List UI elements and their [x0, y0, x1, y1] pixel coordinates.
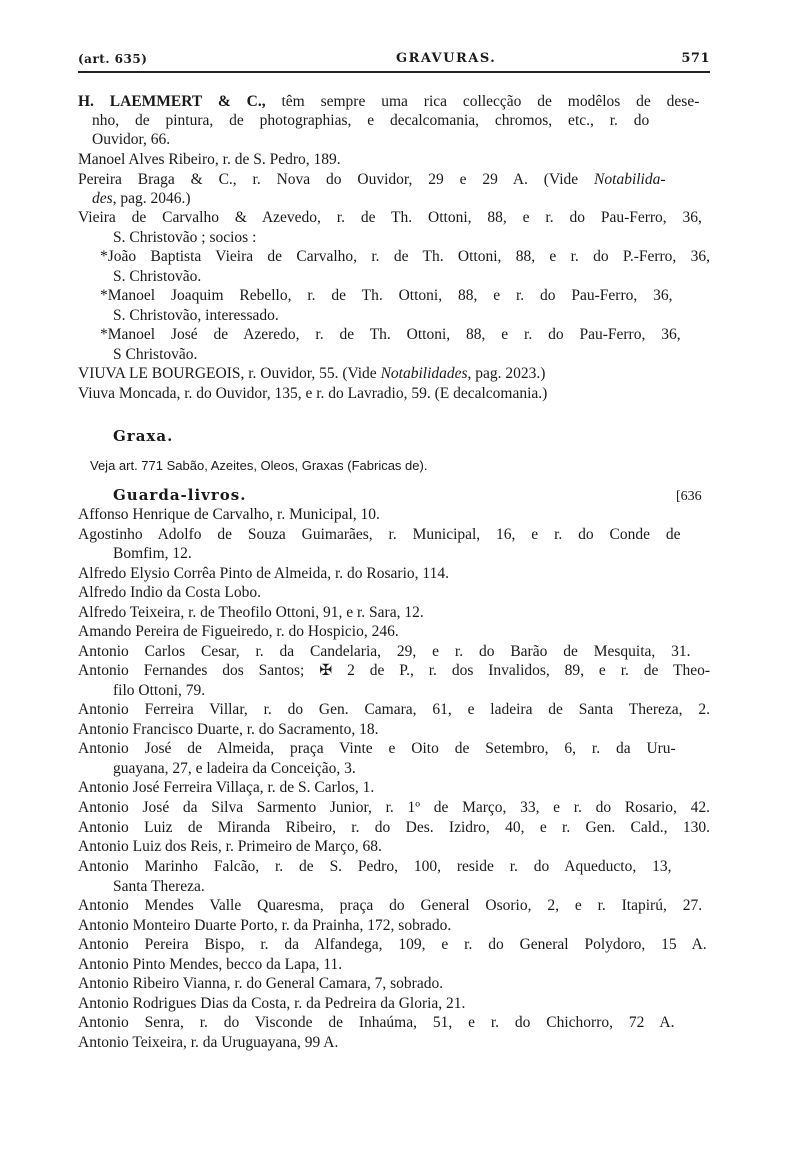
entries2-text-t: Antonio Ferreira Villar, r. do Gen. Camara, 61, e ladeira de Santa Thereza, 2. — [78, 701, 710, 718]
entries2-line — [78, 622, 399, 641]
entries2-line — [78, 505, 380, 524]
entries2-text-t: Antonio Francisco Duarte, r. do Sacramento, 18. — [78, 721, 379, 738]
cross-reference-note: Veja art. 771 Sabão, Azeites, Oleos, Graxas (Fabricas de). — [90, 458, 428, 473]
entries2-text-t: guayana, 27, e ladeira da Conceição, 3. — [113, 760, 356, 777]
entries1-line — [78, 150, 341, 169]
entries1-text-t: Pereira Braga & C., r. Nova do Ouvidor, 29 e 29 A. (Vide — [78, 171, 595, 188]
entries2-line — [78, 935, 707, 954]
entries1-line — [113, 345, 197, 364]
entries1-text-t: Viuva Moncada, r. do Ouvidor, 135, e r. do Lavradio, 59. (E decalcomania.) — [78, 385, 548, 402]
entries1-text-t: S. Christovão, interessado. — [113, 307, 279, 324]
entries2-line — [78, 955, 342, 974]
entries1-line — [113, 228, 256, 247]
entries1-line — [78, 208, 702, 227]
entries1-line — [78, 170, 666, 189]
section-heading-graxa: Graxa. — [113, 427, 174, 445]
entries2-line — [78, 798, 710, 817]
entries1-text-t: Vieira de Carvalho & Azevedo, r. de Th. Ottoni, 88, e r. do Pau-Ferro, 36, — [78, 209, 702, 226]
entries2-text-t: Antonio José da Silva Sarmento Junior, r. 1º de Março, 33, e r. do Rosario, 42. — [78, 799, 710, 816]
entries1-line — [100, 325, 681, 344]
entries2-line — [78, 720, 378, 739]
entries2-text-t: Antonio Luiz dos Reis, r. Primeiro de Março, 68. — [78, 838, 382, 855]
entries2-text-t: Antonio Senra, r. do Visconde de Inhaúma, 51, e r. do Chichorro, 72 A. — [78, 1014, 675, 1031]
entries2-text-t: filo Ottoni, 79. — [113, 682, 206, 699]
entries2-line — [78, 1033, 338, 1052]
entries2-line — [113, 877, 205, 896]
entries1-text-t: *Manoel José de Azeredo, r. de Th. Ottoni, 88, e r. do Pau-Ferro, 36, — [100, 326, 681, 343]
entries2-text-t: Alfredo Elysio Corrêa Pinto de Almeida, r. do Rosario, 114. — [78, 565, 449, 582]
entries1-text-t: Manoel Alves Ribeiro, r. de S. Pedro, 189. — [78, 151, 341, 168]
entries1-text-t2: , pag. 2023.) — [467, 365, 546, 382]
entries2-line — [78, 857, 671, 876]
article-range: (art. 635) — [78, 52, 148, 66]
entries1-text-t: S. Christovão ; socios : — [113, 229, 257, 246]
entries2-line — [78, 739, 676, 758]
entries2-text-t: Antonio José Ferreira Villaça, r. de S. Carlos, 1. — [78, 779, 375, 796]
entries2-text-t: Antonio Pinto Mendes, becco da Lapa, 11. — [78, 956, 343, 973]
entries2-line — [113, 544, 192, 563]
entries2-text-t: Affonso Henrique de Carvalho, r. Municipal, 10. — [78, 506, 380, 523]
entries2-text-t: Agostinho Adolfo de Souza Guimarães, r. Municipal, 16, e r. do Conde de — [78, 526, 681, 543]
entries1-text-t: VIUVA LE BOURGEOIS, r. Ouvidor, 55. (Vide — [78, 365, 381, 382]
entries2-text-t: Antonio Mendes Valle Quaresma, praça do General Osorio, 2, e r. Itapirú, 27. — [78, 897, 703, 914]
entries1-text-t: , pag. 2046.) — [112, 190, 191, 207]
entries2-text-t: Amando Pereira de Figueiredo, r. do Hospicio, 246. — [78, 623, 399, 640]
entries2-text-t: Antonio Pereira Bispo, r. da Alfandega, 109, e r. do General Polydoro, 15 A. — [78, 936, 707, 953]
entries1-text-i: des — [92, 190, 113, 207]
page-number: 571 — [681, 51, 710, 66]
entries2-line — [78, 564, 449, 583]
entries2-text-t: Antonio José de Almeida, praça Vinte e Oito de Setembro, 6, r. da Uru- — [78, 740, 676, 757]
entries2-line — [78, 837, 382, 856]
entries2-text-t: Antonio Teixeira, r. da Uruguayana, 99 A. — [78, 1034, 339, 1051]
section-title: GRAVURAS. — [396, 51, 497, 66]
entries1-line — [113, 267, 201, 286]
entries2-line — [78, 603, 424, 622]
entries2-line — [78, 818, 710, 837]
article-reference: [636 — [676, 489, 702, 504]
entries2-line — [78, 661, 710, 680]
entries2-text-t: Bomfim, 12. — [113, 545, 192, 562]
entries1-line — [100, 286, 673, 305]
entries2-line — [78, 916, 451, 935]
section-heading-guarda-livros: Guarda-livros. — [113, 486, 247, 504]
entries1-text-t: nho, de pintura, de photographias, e decalcomania, chromos, etc., r. do — [92, 112, 650, 129]
entries2-text-t: Antonio Monteiro Duarte Porto, r. da Prainha, 172, sobrado. — [78, 917, 452, 934]
entries1-text-t: S. Christovão. — [113, 268, 202, 285]
entries1-text-t: *João Baptista Vieira de Carvalho, r. de Th. Ottoni, 88, e r. do P.-Ferro, 36, — [100, 248, 710, 265]
entries1-text-t: *Manoel Joaquim Rebello, r. de Th. Ottoni, 88, e r. do Pau-Ferro, 36, — [100, 287, 673, 304]
entries2-text-t: Antonio Marinho Falcão, r. de S. Pedro, 100, reside r. do Aqueducto, 13, — [78, 858, 672, 875]
entries2-line — [78, 974, 443, 993]
entries1-text-t: têm sempre uma rica collecção de modêlos de dese- — [265, 93, 700, 110]
entries1-line — [92, 130, 170, 149]
entries1-text-i: Notabilidades — [380, 365, 468, 382]
entries1-text-b: H. LAEMMERT & C., — [78, 93, 266, 110]
entries2-line — [113, 681, 205, 700]
entries1-text-t: Ouvidor, 66. — [92, 131, 171, 148]
entries2-text-t: Alfredo Indio da Costa Lobo. — [78, 584, 261, 601]
entries2-line — [78, 896, 702, 915]
entries2-line — [78, 994, 465, 1013]
entries2-line — [78, 583, 261, 602]
entries2-line — [78, 525, 680, 544]
entries1-line — [113, 306, 279, 325]
entries2-line — [78, 700, 710, 719]
entries2-text-t: Alfredo Teixeira, r. de Theofilo Ottoni, 91, e r. Sara, 12. — [78, 604, 424, 621]
entries1-line — [78, 364, 545, 383]
entries1-line — [100, 247, 710, 266]
entries2-text-t: Antonio Fernandes dos Santos; ✠ 2 de P., r. dos Invalidos, 89, e r. de Theo- — [78, 662, 710, 679]
entries2-text-t: Antonio Luiz de Miranda Ribeiro, r. do Des. Izidro, 40, e r. Gen. Cald., 130. — [78, 819, 710, 836]
entries1-line — [78, 384, 547, 403]
entries2-line — [113, 759, 356, 778]
entries2-line — [78, 642, 691, 661]
entries2-line — [78, 778, 374, 797]
entries1-text-t: S Christovão. — [113, 346, 198, 363]
entries1-text-i: Notabilida- — [594, 171, 666, 188]
entries2-text-t: Antonio Rodrigues Dias da Costa, r. da Pedreira da Gloria, 21. — [78, 995, 466, 1012]
entries1-line — [92, 189, 191, 208]
entries2-line — [78, 1013, 674, 1032]
entries2-text-t: Antonio Carlos Cesar, r. da Candelaria, 29, e r. do Barão de Mesquita, 31. — [78, 643, 691, 660]
entries2-text-t: Santa Thereza. — [113, 878, 205, 895]
entries2-text-t: Antonio Ribeiro Vianna, r. do General Camara, 7, sobrado. — [78, 975, 444, 992]
entries1-line — [92, 111, 649, 130]
entries1-line — [78, 92, 699, 111]
